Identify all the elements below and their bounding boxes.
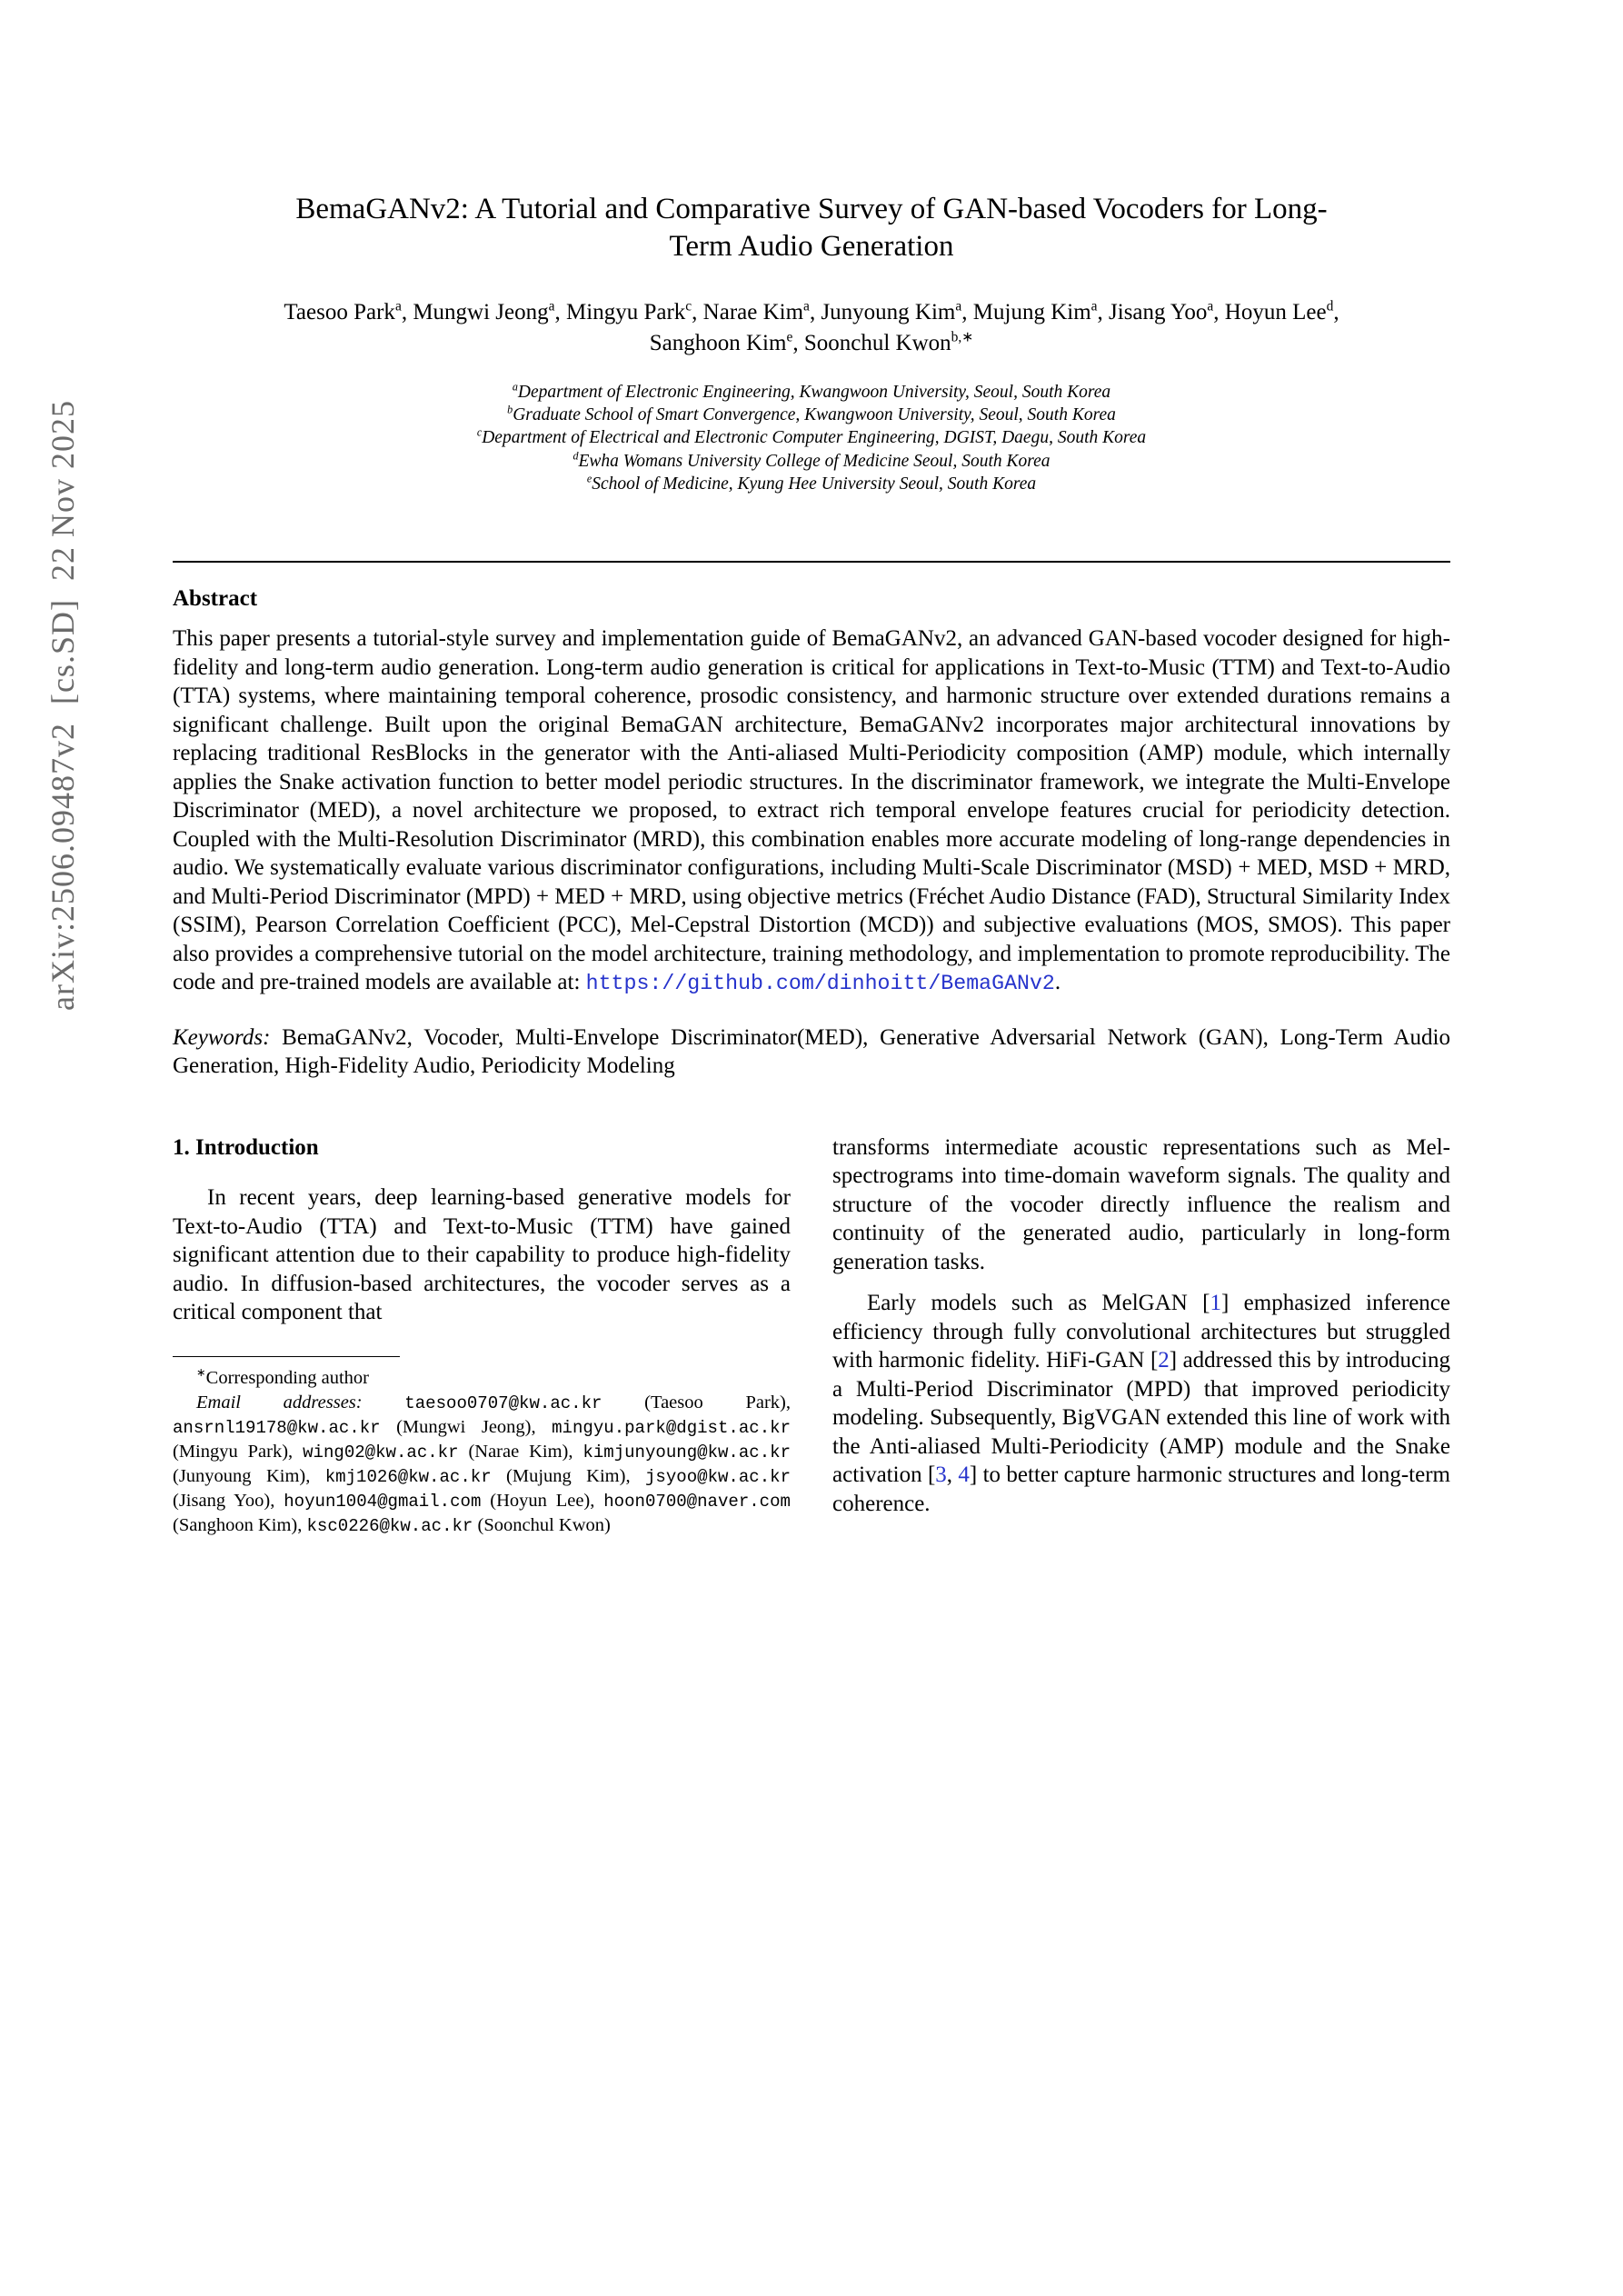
email-address: hoon0700@naver.com bbox=[603, 1492, 791, 1512]
email-address: ksc0226@kw.ac.kr bbox=[306, 1516, 473, 1537]
email-address: taesoo0707@kw.ac.kr bbox=[404, 1393, 602, 1413]
email-address: kmj1026@kw.ac.kr bbox=[324, 1467, 492, 1488]
footnote-text: (Mingyu Park), bbox=[173, 1441, 304, 1462]
footnote-corresponding-text: Corresponding author bbox=[205, 1367, 370, 1388]
footnote-rule bbox=[173, 1356, 400, 1357]
footnote bbox=[173, 1356, 791, 1539]
intro-left-column bbox=[173, 1133, 791, 1539]
affiliation: $^e$School of Medicine, Kyung Hee University Seoul, South Korea bbox=[586, 472, 1037, 494]
paper-content bbox=[173, 191, 1450, 1538]
footnote-text: (Taesoo Park), bbox=[602, 1392, 791, 1413]
footnote-emails bbox=[173, 1391, 791, 1539]
footnote-text: (Sanghoon Kim), bbox=[173, 1515, 307, 1536]
email-address: mingyu.park@dgist.ac.kr bbox=[552, 1417, 791, 1438]
footnote-text: (Hoyun Lee), bbox=[481, 1491, 604, 1512]
footnote-text: (Narae Kim), bbox=[458, 1441, 583, 1462]
footnote-marker: ∗ bbox=[196, 1365, 206, 1379]
email-address: wing02@kw.ac.kr bbox=[303, 1442, 459, 1462]
footnote-text: (Junyoung Kim), bbox=[173, 1466, 325, 1487]
intro-paragraph-1: In recent years, deep learning-based generative models for Text-to-Audio (TTA) and Text-to-Music (TTM) have gained significant attention due to their capability to produce high-fidelity audio. In diffusion-based architectures, the vocoder serves as a critical component that bbox=[173, 1185, 791, 1324]
abstract-after-link: . bbox=[1054, 970, 1061, 995]
affiliation: $^a$Department of Electronic Engineering, Kwangwoon University, Seoul, South Korea bbox=[512, 380, 1111, 402]
keywords-label: Keywords: bbox=[173, 1024, 271, 1050]
email-address: hoyun1004@gmail.com bbox=[284, 1492, 482, 1512]
abstract-heading: Abstract bbox=[173, 586, 258, 612]
arxiv-watermark: arXiv:2506.09487v2 [cs.SD] 22 Nov 2025 bbox=[45, 400, 81, 1011]
footnote-text: (Mujung Kim), bbox=[491, 1466, 645, 1487]
paper-title: BemaGANv2: A Tutorial and Comparative Survey of GAN-based Vocoders for Long-Term Audio Generation bbox=[295, 193, 1328, 264]
email-address: jsyoo@kw.ac.kr bbox=[644, 1467, 792, 1488]
footnote-text: (Mungwi Jeong), bbox=[380, 1416, 553, 1437]
footnote-text: (Soonchul Kwon) bbox=[473, 1515, 611, 1536]
introduction-section bbox=[173, 1133, 1450, 1539]
email-address: kimjunyoung@kw.ac.kr bbox=[582, 1442, 792, 1462]
intro-right-column bbox=[832, 1133, 1450, 1519]
abstract-body-text: This paper presents a tutorial-style survey and implementation guide of BemaGANv2, an advanced GAN-based vocoder designed for high-fidelity and long-term audio generation. Long-term audio generation is critical for applications in Text-to-Music (TTM) and Text-to-Audio (TTA) systems, where maintaining temporal coherence, prosodic consistency, and harmonic structure over extended durations remains a significant challenge. Built upon the original BemaGAN architecture, BemaGANv2 incorporates major architectural innovations by replacing traditional ResBlocks in the generator with the Anti-aliased Multi-Periodicity composition (AMP) module, which internally applies the Snake activation function to better model periodic structures. In the discriminator framework, we integrate the Multi-Envelope Discriminator (MED), a novel architecture we proposed, to extract rich temporal envelope features crucial for periodicity detection. Coupled with the Multi-Resolution Discriminator (MRD), this combination enables more accurate modeling of long-range dependencies in audio. We systematically evaluate various discriminator configurations, including Multi-Scale Discriminator (MSD) + MED, MSD + MRD, and Multi-Period Discriminator (MPD) + MED + MRD, using objective metrics (Fréchet Audio Distance (FAD), Structural Similarity Index (SSIM), Pearson Correlation Coefficient (PCC), Mel-Cepstral Distortion (MCD)) and subjective evaluations (MOS, SMOS). This paper also provides a comprehensive tutorial on the model architecture, training methodology, and implementation to promote reproducibility. The code and pre-trained models are available at: bbox=[173, 626, 1450, 995]
footnote-corresponding bbox=[173, 1366, 791, 1391]
section-heading-introduction: 1. Introduction bbox=[173, 1134, 319, 1160]
keywords-line bbox=[173, 1023, 1450, 1081]
abstract-text bbox=[173, 624, 1450, 997]
header-divider bbox=[173, 561, 1450, 563]
github-link[interactable]: https://github.com/dinhoitt/BemaGANv2 bbox=[585, 972, 1055, 996]
author-list: Taesoo Park$^a$, Mungwi Jeong$^a$, Mingyu Park$^c$, Narae Kim$^a$, Junyoung Kim$^a$, Mujung Kim$^a$, Jisang Yoo$^a$, Hoyun Lee$^d$, Sanghoon Kim$^e$, Soonchul Kwon$^{b,∗}$ bbox=[284, 298, 1339, 355]
citation-ref[interactable]: 4 bbox=[958, 1462, 970, 1487]
affiliation: $^d$Ewha Womans University College of Medicine Seoul, South Korea bbox=[573, 449, 1050, 471]
affiliation-list bbox=[173, 381, 1450, 496]
citation-ref[interactable]: 2 bbox=[1158, 1348, 1170, 1373]
keywords-text: BemaGANv2, Vocoder, Multi-Envelope Discriminator(MED), Generative Adversarial Network (GAN), Long-Term Audio Generation, High-Fidelity Audio, Periodicity Modeling bbox=[173, 1024, 1450, 1078]
footnote-text: (Jisang Yoo), bbox=[173, 1491, 284, 1512]
footnote-text: Email addresses: bbox=[196, 1392, 405, 1413]
email-address: ansrnl19178@kw.ac.kr bbox=[173, 1417, 381, 1438]
intro-right-paragraph-2: Early models such as MelGAN [1] emphasized inference efficiency through fully convolutional architectures but struggled with harmonic fidelity. HiFi-GAN [2] addressed this by introducing a Multi-Period Discriminator (MPD) that improved periodicity modeling. Subsequently, BigVGAN extended this line of work with the Anti-aliased Multi-Periodicity (AMP) module and the Snake activation [3, 4] to better capture harmonic structures and long-term coherence. bbox=[832, 1291, 1451, 1516]
affiliation: $^b$Graduate School of Smart Convergence, Kwangwoon University, Seoul, South Korea bbox=[507, 403, 1116, 424]
affiliation: $^c$Department of Electrical and Electronic Computer Engineering, DGIST, Daegu, South Korea bbox=[476, 425, 1147, 448]
citation-ref[interactable]: 1 bbox=[1210, 1291, 1221, 1315]
citation-ref[interactable]: 3 bbox=[935, 1462, 947, 1487]
intro-right-paragraph-1: transforms intermediate acoustic representations such as Mel-spectrograms into time-domain waveform signals. The quality and structure of the vocoder directly influence the realism and continuity of the generated audio, particularly in long-form generation tasks. bbox=[832, 1134, 1450, 1274]
